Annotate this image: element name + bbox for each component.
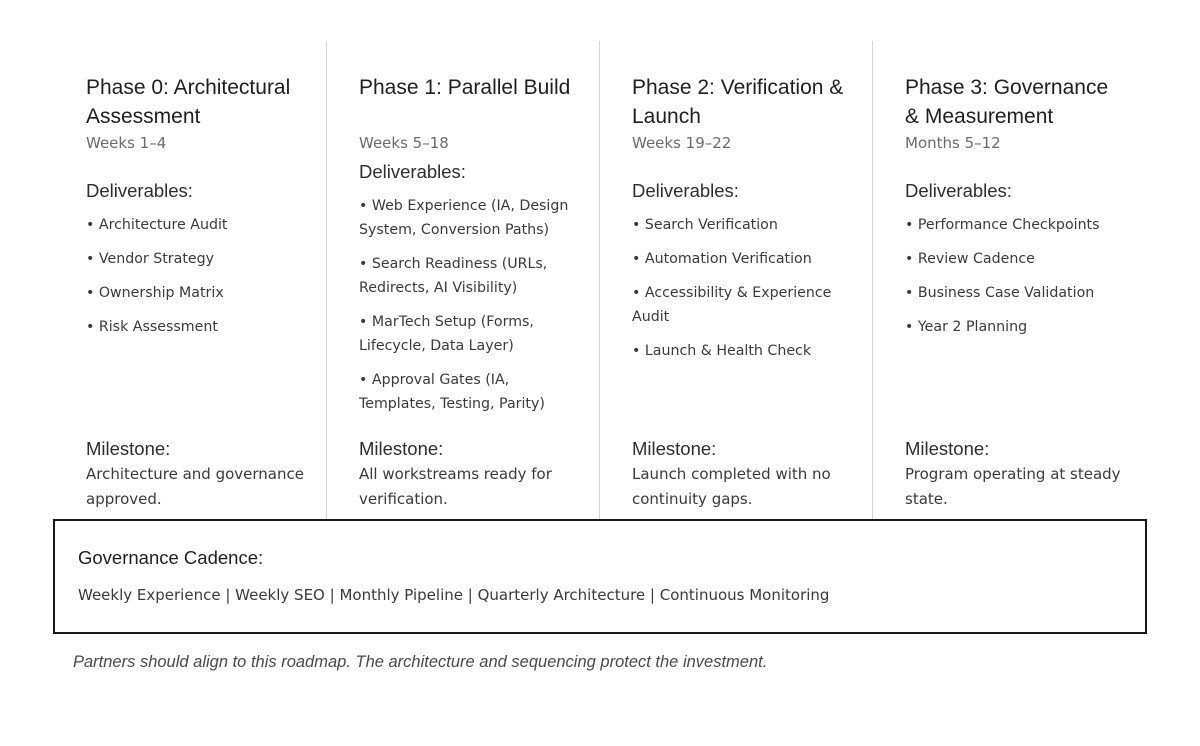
deliverable-item: • MarTech Setup (Forms, Lifecycle, Data Layer) [359,314,534,354]
milestone-heading: Milestone: [359,438,444,459]
deliverable-item: • Ownership Matrix [86,285,224,301]
deliverables-list [905,213,1124,339]
deliverable-item: • Accessibility & Experience Audit [632,285,832,325]
deliverable-item: • Web Experience (IA, Design System, Conversion Paths) [359,198,569,238]
deliverable-item: • Search Readiness (URLs, Redirects, AI Visibility) [359,256,548,296]
phase-title: Phase 3: Governance & Measurement [905,76,1109,128]
deliverable-item: • Search Verification [632,217,778,233]
milestone [86,437,310,512]
phase-title: Phase 2: Verification & Launch [632,76,844,128]
phase-columns [54,41,1146,519]
phase-title: Phase 1: Parallel Build [359,76,571,99]
milestone [905,437,1130,512]
deliverables-list [86,213,304,339]
phase-title: Phase 0: Architectural Assessment [86,76,291,128]
phase-header [359,73,577,416]
phase-header [905,73,1124,339]
milestone-text: Program operating at steady state. [905,465,1121,508]
milestone-heading: Milestone: [86,438,171,459]
footnote: Partners should align to this roadmap. The architecture and sequencing protect the investment. [73,653,768,671]
phase-header [632,73,850,363]
phase-column-1 [327,41,600,519]
deliverables-list [632,213,850,363]
phase-timeframe: Weeks 5–18 [359,134,449,152]
milestone-heading: Milestone: [632,438,717,459]
deliverable-item: • Risk Assessment [86,319,218,335]
governance-heading: Governance Cadence: [78,547,264,568]
deliverable-item: • Vendor Strategy [86,251,215,267]
deliverable-item: • Business Case Validation [905,285,1095,301]
phase-header [86,73,304,339]
phase-column-0 [54,41,327,519]
phase-column-3 [873,41,1146,519]
milestone [632,437,856,512]
deliverable-item: • Approval Gates (IA, Templates, Testing, Parity) [359,372,545,412]
phase-timeframe: Months 5–12 [905,134,1001,152]
deliverable-item: • Review Cadence [905,251,1035,267]
deliverables-heading: Deliverables: [905,180,1012,201]
deliverable-item: • Year 2 Planning [905,319,1028,335]
phase-timeframe: Weeks 1–4 [86,134,167,152]
milestone-heading: Milestone: [905,438,990,459]
deliverables-heading: Deliverables: [359,161,466,182]
governance-cadence-text: Weekly Experience | Weekly SEO | Monthly Pipeline | Quarterly Architecture | Continuous Monitoring [78,586,830,604]
phase-column-2 [600,41,873,519]
milestone-text: Launch completed with no continuity gaps. [632,465,831,508]
deliverable-item: • Launch & Health Check [632,343,812,359]
milestone-text: All workstreams ready for verification. [359,465,552,508]
deliverables-heading: Deliverables: [632,180,739,201]
milestone-text: Architecture and governance approved. [86,465,304,508]
deliverable-item: • Automation Verification [632,251,812,267]
deliverable-item: • Architecture Audit [86,217,228,233]
milestone [359,437,583,512]
deliverables-heading: Deliverables: [86,180,193,201]
deliverables-list [359,194,577,416]
governance-cadence-box [53,519,1147,634]
phase-timeframe: Weeks 19–22 [632,134,732,152]
deliverable-item: • Performance Checkpoints [905,217,1100,233]
